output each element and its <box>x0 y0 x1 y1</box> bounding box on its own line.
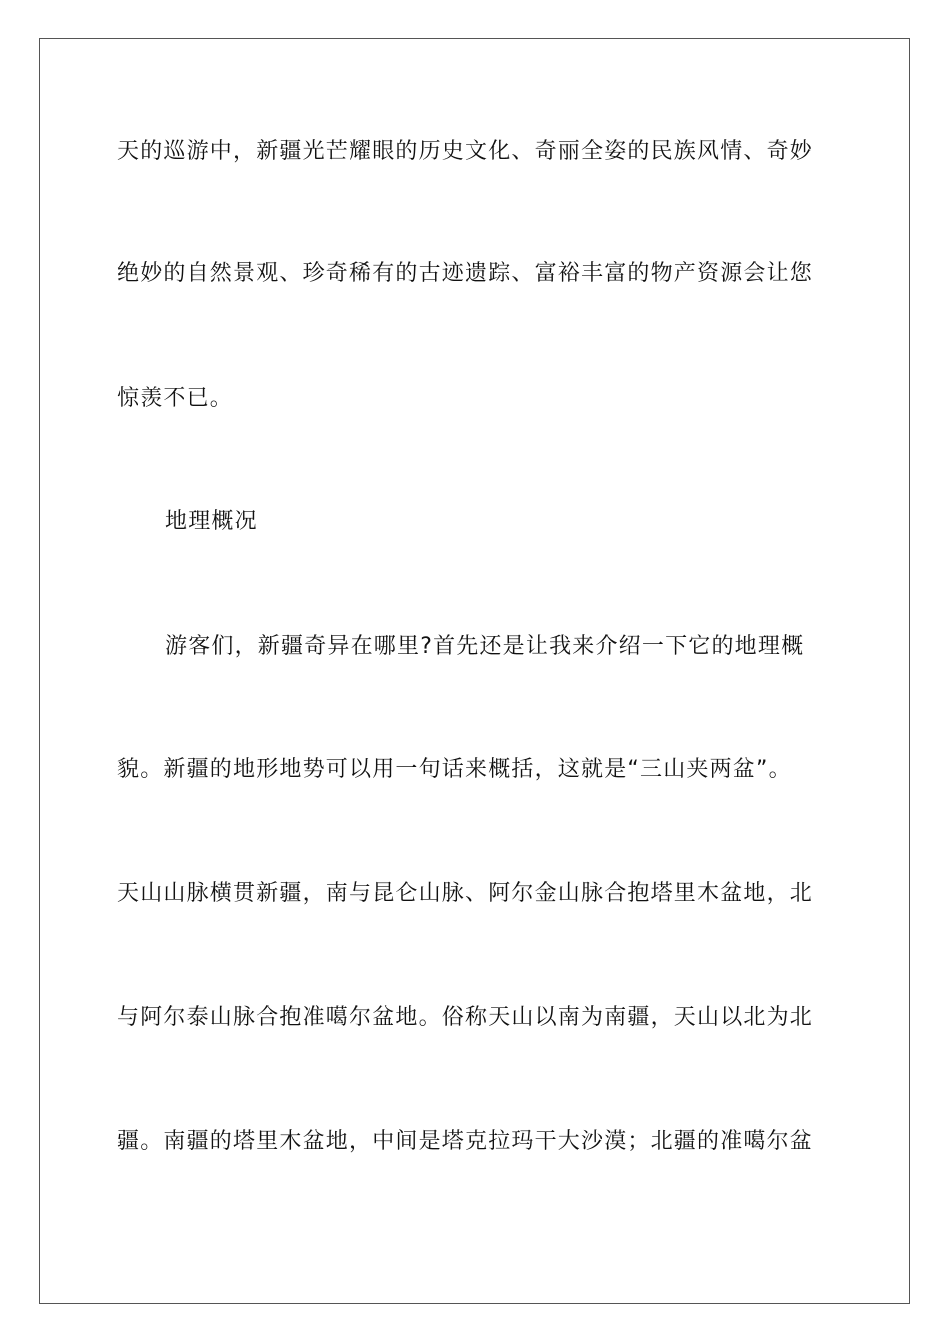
paragraph-line: 与阿尔泰山脉合抱准噶尔盆地。俗称天山以南为南疆，天山以北为北 <box>117 1005 814 1030</box>
paragraph-line: 貌。新疆的地形地势可以用一句话来概括，这就是“三山夹两盆”。 <box>117 757 792 782</box>
paragraph-line: 游客们，新疆奇异在哪里?首先还是让我来介绍一下它的地理概 <box>165 634 805 659</box>
page-border <box>39 38 910 1304</box>
paragraph-line: 绝妙的自然景观、珍奇稀有的古迹遗踪、富裕丰富的物产资源会让您 <box>117 261 814 286</box>
paragraph-line: 惊羡不已。 <box>117 386 234 411</box>
section-heading: 地理概况 <box>165 509 258 534</box>
paragraph-line: 疆。南疆的塔里木盆地，中间是塔克拉玛干大沙漠；北疆的准噶尔盆 <box>117 1129 814 1154</box>
paragraph-line: 天山山脉横贯新疆，南与昆仑山脉、阿尔金山脉合抱塔里木盆地，北 <box>117 881 814 906</box>
paragraph-line: 天的巡游中，新疆光芒耀眼的历史文化、奇丽全姿的民族风情、奇妙 <box>117 139 814 164</box>
